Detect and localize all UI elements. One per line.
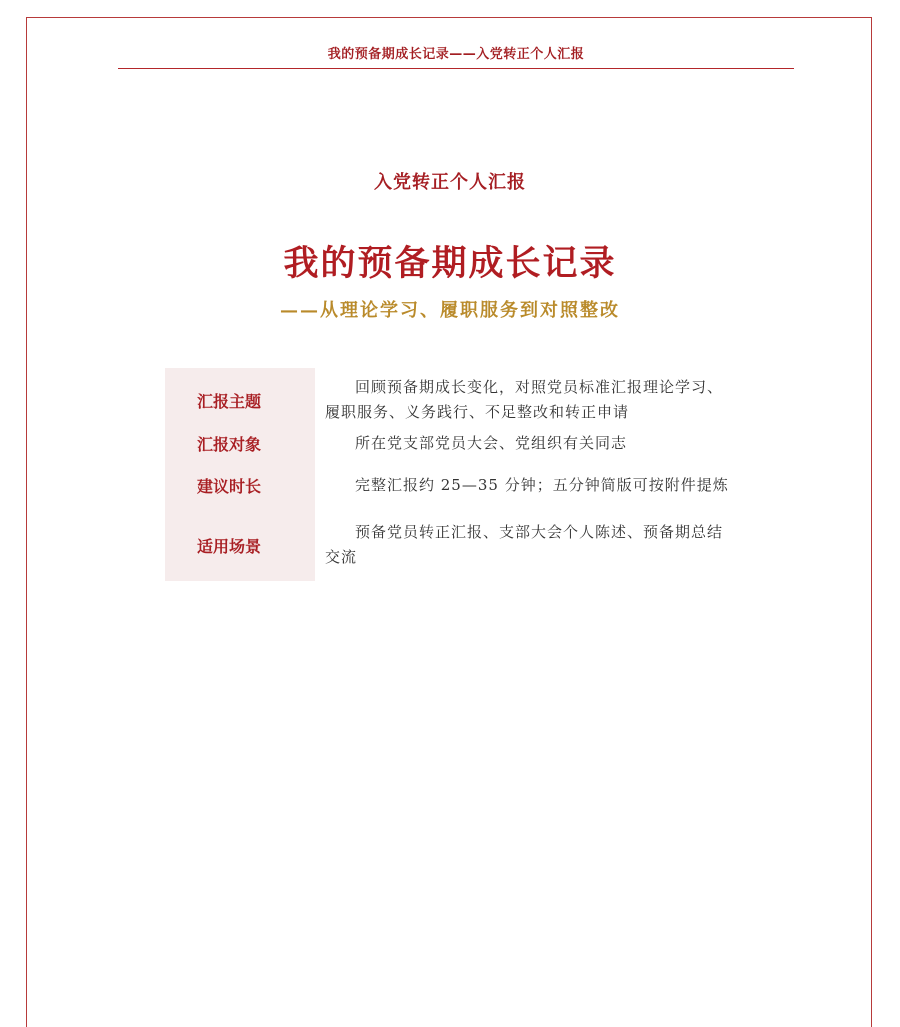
info-value-scenario: 预备党员转正汇报、支部大会个人陈述、预备期总结交流 bbox=[325, 523, 724, 566]
info-row-audience bbox=[165, 428, 735, 458]
document-subtitle: ——从理论学习、履职服务到对照整改 bbox=[280, 300, 620, 321]
info-row-topic bbox=[165, 368, 735, 428]
info-value-duration: 完整汇报约 25—35 分钟；五分钟简版可按附件提炼 bbox=[355, 476, 729, 494]
info-row-duration bbox=[165, 458, 735, 513]
info-table bbox=[165, 368, 735, 581]
document-kicker: 入党转正个人汇报 bbox=[374, 172, 526, 193]
info-row-scenario bbox=[165, 513, 735, 581]
document-title: 我的预备期成长记录 bbox=[283, 244, 617, 284]
info-value-topic: 回顾预备期成长变化，对照党员标准汇报理论学习、履职服务、义务践行、不足整改和转正申请 bbox=[325, 378, 724, 421]
running-header: 我的预备期成长记录——入党转正个人汇报 bbox=[118, 46, 794, 69]
document-page bbox=[26, 17, 872, 1027]
info-label-duration: 建议时长 bbox=[165, 458, 315, 513]
info-label-audience: 汇报对象 bbox=[165, 428, 315, 458]
info-label-topic: 汇报主题 bbox=[165, 368, 315, 428]
info-label-scenario: 适用场景 bbox=[165, 513, 315, 581]
info-value-audience: 所在党支部党员大会、党组织有关同志 bbox=[355, 433, 628, 452]
